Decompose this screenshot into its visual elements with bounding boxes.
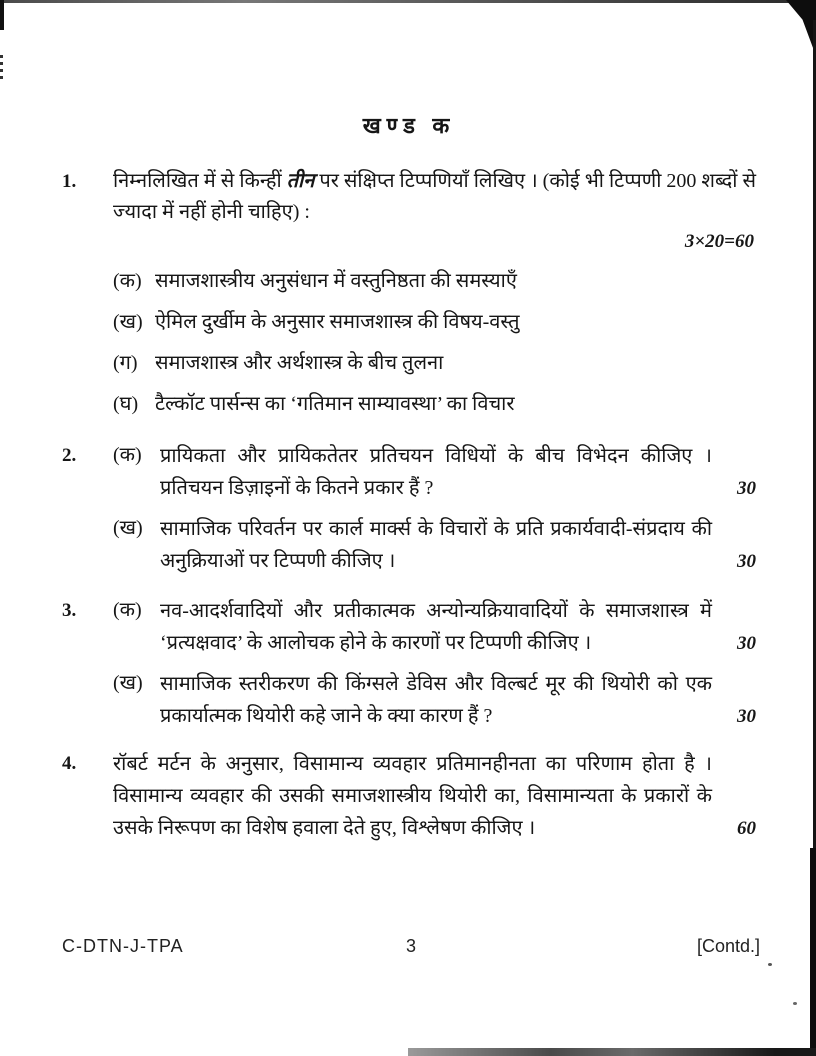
question-2-number: 2. — [62, 445, 77, 466]
question-3-part-b — [113, 668, 756, 732]
scan-artifact-right-edge-thick — [810, 848, 816, 1056]
question-1-item-d-text: टैल्कॉट पार्सन्स का ‘गतिमान साम्यावस्था’ का विचार — [155, 393, 515, 415]
section-title: खण्ड क — [362, 113, 456, 138]
question-1-intro-emphasis: तीन — [286, 170, 315, 192]
page-footer — [62, 936, 760, 957]
question-1-item-a — [113, 266, 756, 297]
question-4-body — [113, 748, 756, 844]
question-1-body — [113, 166, 756, 420]
question-4-text: रॉबर्ट मर्टन के अनुसार, विसामान्य व्यवहार प्रतिमानहीनता का परिणाम होता है । विसामान्य व्यवहार की उसकी समाजशास्त्रीय थियोरी का, विसामान्यता के प्रकारों के उसके निरूपण का विशेष हवाला देते हुए, विश्लेषण कीजिए । — [113, 753, 712, 839]
question-1-item-b-text: ऐमिल दुर्खीम के अनुसार समाजशास्त्र की विषय-वस्तु — [155, 311, 520, 333]
question-1-number: 1. — [62, 171, 77, 192]
question-4 — [62, 748, 756, 844]
continued-label: [Contd.] — [696, 936, 761, 956]
question-2-part-a-text: प्रायिकता और प्रायिकतेतर प्रतिचयन विधियों के बीच विभेदन कीजिए । प्रतिचयन डिज़ाइनों के कितने प्रकार हैं ? — [160, 445, 712, 499]
question-2-part-b-text: सामाजिक परिवर्तन पर कार्ल मार्क्स के विचारों के प्रति प्रकार्यवादी-संप्रदाय की अनुक्रियाओं पर टिप्पणी कीजिए । — [160, 518, 712, 572]
question-3 — [62, 595, 756, 732]
question-2-part-a-label: (क) — [113, 444, 142, 466]
question-3-part-b-marks: 30 — [737, 706, 756, 727]
question-1 — [62, 166, 756, 420]
page-number: 3 — [406, 936, 417, 956]
question-1-item-d — [113, 389, 756, 420]
scan-artifact-speck — [793, 1002, 797, 1005]
question-1-item-c-text: समाजशास्त्र और अर्थशास्त्र के बीच तुलना — [155, 352, 444, 374]
question-3-part-a-marks: 30 — [737, 633, 756, 654]
question-1-intro-before: निम्नलिखित में से किन्हीं — [113, 170, 287, 192]
paper-code: C-DTN-J-TPA — [62, 936, 184, 956]
question-2-part-b-marks: 30 — [737, 551, 756, 572]
question-3-part-b-label: (ख) — [113, 672, 143, 694]
question-2 — [62, 440, 756, 577]
question-3-body — [113, 595, 756, 732]
scan-artifact-speck — [768, 963, 772, 966]
question-3-number: 3. — [62, 600, 77, 621]
question-2-part-b-label: (ख) — [113, 517, 143, 539]
question-4-number: 4. — [62, 753, 77, 774]
page-content — [62, 0, 756, 844]
scan-artifact-corner-fold — [786, 0, 816, 56]
question-3-part-a — [113, 595, 756, 659]
question-1-item-b — [113, 307, 756, 338]
question-1-item-c — [113, 348, 756, 379]
question-2-body — [113, 440, 756, 577]
question-4-marks: 60 — [737, 818, 756, 839]
question-1-item-d-label: (घ) — [113, 393, 139, 415]
scan-artifact-left-specks — [0, 55, 3, 83]
question-1-intro — [113, 166, 756, 228]
question-1-marks: 3×20=60 — [684, 231, 754, 252]
question-1-item-c-label: (ग) — [113, 352, 138, 374]
scan-artifact-bottom-bar — [408, 1048, 816, 1056]
question-3-part-a-text: नव-आदर्शवादियों और प्रतीकात्मक अन्योन्यक्रियावादियों के समाजशास्त्र में ‘प्रत्यक्षवाद’ के आलोचक होने के कारणों पर टिप्पणी कीजिए । — [160, 600, 712, 654]
question-1-item-a-text: समाजशास्त्रीय अनुसंधान में वस्तुनिष्ठता की समस्याएँ — [155, 270, 517, 292]
question-2-part-a-marks: 30 — [737, 478, 756, 499]
question-1-item-b-label: (ख) — [113, 311, 143, 333]
question-3-part-b-text: सामाजिक स्तरीकरण की किंग्सले डेविस और विल्बर्ट मूर की थियोरी को एक प्रकार्यात्मक थियोरी कहे जाने के क्या कारण हैं ? — [160, 673, 712, 727]
question-2-part-a — [113, 440, 756, 504]
question-1-intro-after: पर संक्षिप्त टिप्पणियाँ लिखिए । (कोई भी टिप्पणी 200 शब्दों से ज्यादा में नहीं होनी चाहिए) : — [113, 170, 756, 223]
question-4-row — [113, 748, 756, 844]
question-1-item-a-label: (क) — [113, 270, 142, 292]
scan-artifact-left-streak — [0, 0, 4, 30]
question-3-part-a-label: (क) — [113, 599, 142, 621]
question-2-part-b — [113, 513, 756, 577]
